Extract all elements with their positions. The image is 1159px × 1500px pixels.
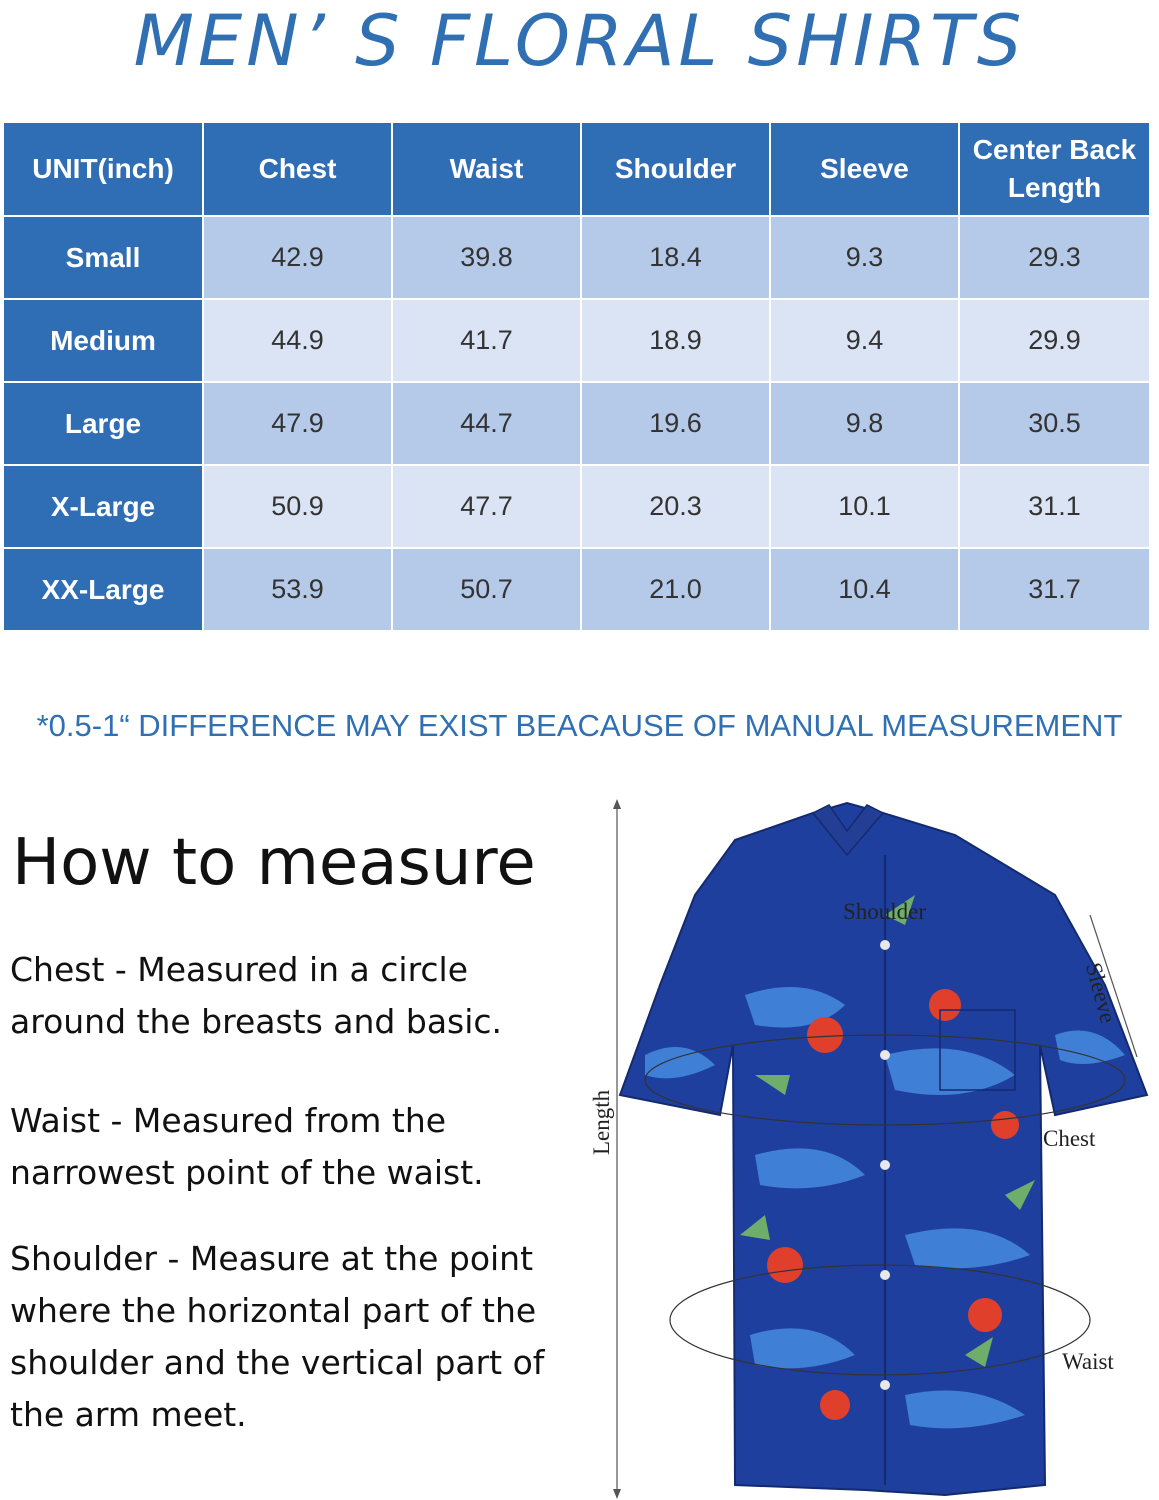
shoulder-value: 18.9 xyxy=(582,300,769,381)
header-sleeve: Sleeve xyxy=(771,123,958,215)
chest-value: 50.9 xyxy=(204,466,391,547)
chest-value: 42.9 xyxy=(204,217,391,298)
waist-value: 44.7 xyxy=(393,383,580,464)
sleeve-value: 9.4 xyxy=(771,300,958,381)
length-label: Length xyxy=(589,1089,614,1155)
waist-value: 50.7 xyxy=(393,549,580,630)
shoulder-description: Shoulder - Measure at the point where the horizontal part of the shoulder and the vertical part of the arm meet. xyxy=(10,1239,545,1434)
length-value: 29.3 xyxy=(960,217,1149,298)
sleeve-value: 10.1 xyxy=(771,466,958,547)
shoulder-value: 18.4 xyxy=(582,217,769,298)
waist-value: 39.8 xyxy=(393,217,580,298)
sleeve-value: 10.4 xyxy=(771,549,958,630)
size-label: XX-Large xyxy=(4,549,202,630)
header-center-back-length: Center Back Length xyxy=(960,123,1149,215)
shoulder-value: 21.0 xyxy=(582,549,769,630)
header-chest: Chest xyxy=(204,123,391,215)
size-label: Large xyxy=(4,383,202,464)
shoulder-value: 20.3 xyxy=(582,466,769,547)
shoulder-label: Shoulder xyxy=(843,899,927,924)
table-row xyxy=(4,466,1149,547)
size-label: X-Large xyxy=(4,466,202,547)
chest-description: Chest - Measured in a circle around the breasts and basic. xyxy=(10,950,503,1041)
measurement-note: *0.5-1“ DIFFERENCE MAY EXIST BEACAUSE OF MANUAL MEASUREMENT xyxy=(36,708,1123,743)
length-value: 30.5 xyxy=(960,383,1149,464)
chest-value: 53.9 xyxy=(204,549,391,630)
waist-value: 47.7 xyxy=(393,466,580,547)
length-value: 31.1 xyxy=(960,466,1149,547)
length-value: 29.9 xyxy=(960,300,1149,381)
chest-label: Chest xyxy=(1043,1126,1096,1151)
sleeve-value: 9.3 xyxy=(771,217,958,298)
sleeve-label: Sleeve xyxy=(1080,960,1121,1026)
page-title: MEN’ S FLORAL SHIRTS xyxy=(133,0,1026,82)
table-row xyxy=(4,549,1149,630)
chest-value: 47.9 xyxy=(204,383,391,464)
chest-value: 44.9 xyxy=(204,300,391,381)
size-label: Small xyxy=(4,217,202,298)
header-waist: Waist xyxy=(393,123,580,215)
how-to-measure-heading: How to measure xyxy=(12,826,536,900)
sleeve-value: 9.8 xyxy=(771,383,958,464)
table-row xyxy=(4,383,1149,464)
length-value: 31.7 xyxy=(960,549,1149,630)
shoulder-value: 19.6 xyxy=(582,383,769,464)
shirt-diagram xyxy=(585,795,1159,1500)
waist-value: 41.7 xyxy=(393,300,580,381)
header-shoulder: Shoulder xyxy=(582,123,769,215)
table-row xyxy=(4,300,1149,381)
table-row xyxy=(4,217,1149,298)
size-label: Medium xyxy=(4,300,202,381)
header-unit: UNIT(inch) xyxy=(4,123,202,215)
size-chart-table xyxy=(2,121,1151,632)
waist-label: Waist xyxy=(1062,1349,1114,1374)
waist-description: Waist - Measured from the narrowest point of the waist. xyxy=(10,1101,484,1192)
table-header-row xyxy=(4,123,1149,215)
